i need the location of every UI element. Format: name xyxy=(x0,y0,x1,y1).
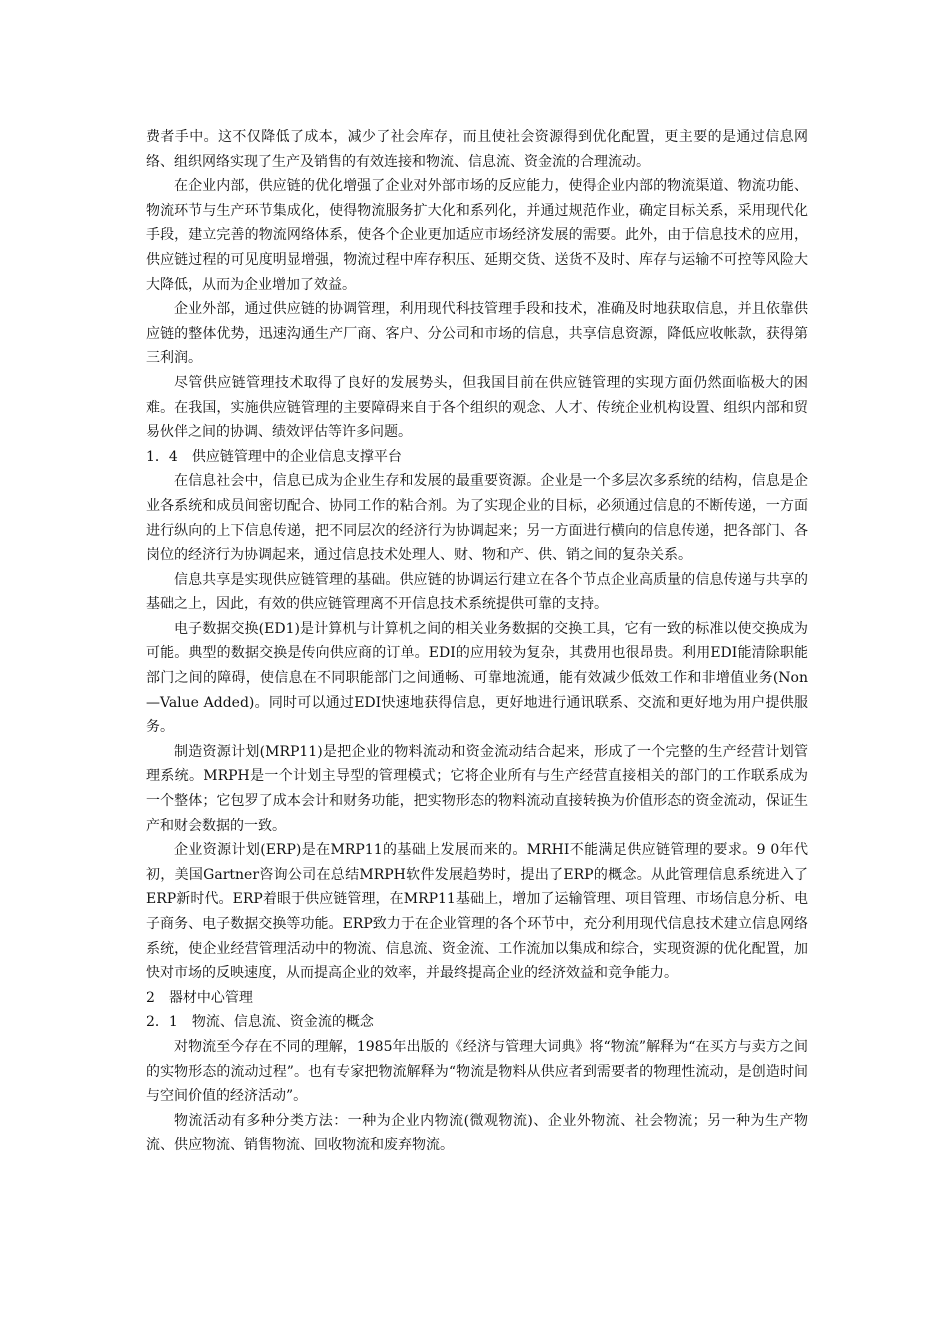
paragraph-continuation: 费者手中。这不仅降低了成本，减少了社会库存，而且使社会资源得到优化配置，更主要的是通过信息网络、组织网络实现了生产及销售的有效连接和物流、信息流、资金流的合理流动。 xyxy=(146,129,808,170)
section-heading-2-1 xyxy=(146,1010,808,1035)
paragraph: 企业外部，通过供应链的协调管理，利用现代科技管理手段和技术，准确及时地获取信息，并且依靠供应链的整体优势，迅速沟通生产厂商、客户、分公司和市场的信息，共享信息资源，降低应收帐款，获得第三利润。 xyxy=(146,301,808,367)
paragraph: 信息共享是实现供应链管理的基础。供应链的协调运行建立在各个节点企业高质量的信息传递与共享的基础之上，因此，有效的供应链管理离不开信息技术系统提供可靠的支持。 xyxy=(146,571,808,613)
document-body xyxy=(146,125,808,1158)
section-heading-2 xyxy=(146,986,808,1011)
paragraph: 在企业内部，供应链的优化增强了企业对外部市场的反应能力，使得企业内部的物流渠道、物流功能、物流环节与生产环节集成化，使得物流服务扩大化和系列化，并通过规范作业，确定目标关系，采用现代化手段，建立完善的物流网络体系，使各个企业更加适应市场经济发展的需要。此外，由于信息技术的应用，供应链过程的可见度明显增强，物流过程中库存积压、延期交货、送货不及时、库存与运输不可控等风险大大降低，从而为企业增加了效益。 xyxy=(146,178,808,293)
section-number: 2 xyxy=(146,989,155,1006)
paragraph: 企业资源计划(ERP)是在MRP11的基础上发展而来的。MRHI不能满足供应链管理的要求。9 0年代初，美国Gartner咨询公司在总结MRPH软件发展趋势时，提出了ERP的概念。从此管理信息系统进入了ERP新时代。ERP着眼于供应链管理，在MRP11基础上，增加了运输管理、项目管理、市场信息分析、电子商务、电子数据交换等功能。ERP致力于在企业管理的各个环节中，充分利用现代信息技术建立信息网络系统，使企业经营管理活动中的物流、信息流、资金流、工作流加以集成和综合，实现资源的优化配置，加快对市场的反映速度，从而提高企业的效率，并最终提高企业的经济效益和竞争能力。 xyxy=(146,842,808,982)
section-heading-1-4 xyxy=(146,445,808,470)
section-title: 物流、信息流、资金流的概念 xyxy=(191,1014,374,1031)
section-title: 器材中心管理 xyxy=(168,989,253,1006)
section-number: 1．4 xyxy=(146,448,178,465)
paragraph: 在信息社会中，信息已成为企业生存和发展的最重要资源。企业是一个多层次多系统的结构，信息是企业各系统和成员间密切配合、协同工作的粘合剂。为了实现企业的目标，必须通过信息的不断传递，一方面进行纵向的上下信息传递，把不同层次的经济行为协调起来；另一方面进行横向的信息传递，把各部门、各岗位的经济行为协调起来，通过信息技术处理人、财、物和产、供、销之间的复杂关系。 xyxy=(146,473,808,564)
paragraph: 物流活动有多种分类方法：一种为企业内物流(微观物流)、企业外物流、社会物流；另一种为生产物流、供应物流、销售物流、回收物流和废弃物流。 xyxy=(146,1112,808,1154)
paragraph: 电子数据交换(ED1)是计算机与计算机之间的相关业务数据的交换工具，它有一致的标准以使交换成为可能。典型的数据交换是传向供应商的订单。EDI的应用较为复杂，其费用也很昂贵。利用EDI能清除职能部门之间的障碍，使信息在不同职能部门之间通畅、可靠地流通，能有效减少低效工作和非增值业务(Non—Value Added)。同时可以通过EDI快速地获得信息，更好地进行通讯联系、交流和更好地为用户提供服务。 xyxy=(146,620,808,736)
paragraph: 对物流至今存在不同的理解，1985年出版的《经济与管理大词典》将“物流”解释为“在买方与卖方之间的实物形态的流动过程”。也有专家把物流解释为“物流是物料从供应者到需要者的物理性流动，是创造时间与空间价值的经济活动”。 xyxy=(146,1038,808,1105)
section-title: 供应链管理中的企业信息支撑平台 xyxy=(191,448,402,465)
section-number: 2．1 xyxy=(146,1014,178,1031)
paragraph: 尽管供应链管理技术取得了良好的发展势头，但我国目前在供应链管理的实现方面仍然面临极大的困难。在我国，实施供应链管理的主要障碍来自于各个组织的观念、人才、传统企业机构设置、组织内部和贸易伙伴之间的协调、绩效评估等许多问题。 xyxy=(146,374,808,441)
paragraph: 制造资源计划(MRP11)是把企业的物料流动和资金流动结合起来，形成了一个完整的生产经营计划管理系统。MRPH是一个计划主导型的管理模式；它将企业所有与生产经营直接相关的部门的工作联系成为一个整体；它包罗了成本会计和财务功能，把实物形态的物料流动直接转换为价值形态的资金流动，保证生产和财会数据的一致。 xyxy=(146,743,808,834)
